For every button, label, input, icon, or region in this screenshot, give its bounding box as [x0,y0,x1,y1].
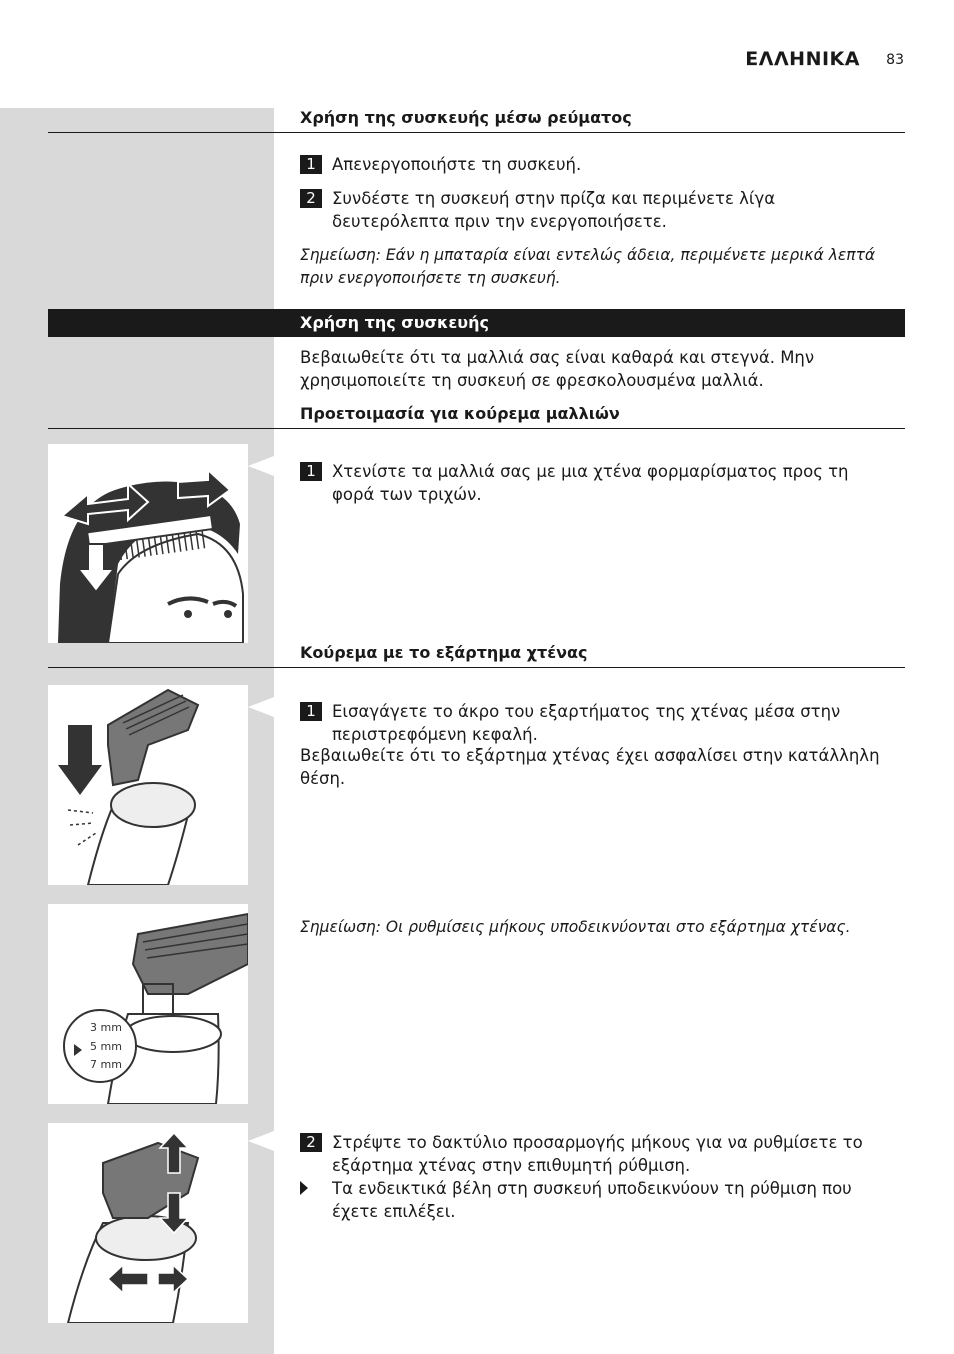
step-comb-2 [300,1131,890,1177]
length-label-5mm: 5 mm [90,1040,122,1053]
note-mains [300,244,900,290]
section-title-use: Χρήση της συσκευής [300,313,489,332]
attach-comb-illustration [48,685,248,885]
step-number: 1 [300,462,322,481]
step-text: Συνδέστε τη συσκευή στην πρίζα και περιμένετε λίγα δευτερόλεπτα πριν την ενεργοποιήσετε. [332,189,776,231]
figure-adjust-ring [48,1123,248,1323]
bullet-text: Τα ενδεικτικά βέλη στη συσκευή υποδεικνύουν τη ρύθμιση που έχετε επιλέξει. [332,1179,852,1221]
note-text: Εάν η μπαταρία είναι εντελώς άδεια, περιμένετε μερικά λεπτά πριν ενεργοποιήσετε τη συσκευή. [300,246,876,287]
note-label: Σημείωση: [300,246,381,264]
intro-use: Βεβαιωθείτε ότι τα μαλλιά σας είναι καθαρά και στεγνά. Μην χρησιμοποιείτε τη συσκευή σε φρεσκολουσμένα μαλλιά. [300,348,815,390]
step-number: 2 [300,189,322,208]
figure-attach-comb [48,685,248,885]
note-label: Σημείωση: [300,918,381,936]
adjust-ring-illustration [48,1123,248,1323]
section-title-comb: Κούρεμα με το εξάρτημα χτένας [300,643,588,662]
section-rule [48,132,905,133]
length-label-3mm: 3 mm [90,1021,122,1034]
note-text: Οι ρυθμίσεις μήκους υποδεικνύονται στο εξάρτημα χτένας. [380,918,851,936]
note-comb [300,916,920,939]
bullet-marker-icon [300,1181,308,1195]
figure-pointer [248,456,274,476]
section-rule [48,428,905,429]
step-text: Απενεργοποιήστε τη συσκευή. [332,155,582,174]
section-title-mains: Χρήση της συσκευής μέσω ρεύματος [300,108,632,127]
language-heading: ΕΛΛΗΝΙΚΑ [745,48,860,70]
bullet-indicator [300,1177,890,1223]
length-settings-illustration [48,904,248,1104]
comb-lock-text: Βεβαιωθείτε ότι το εξάρτημα χτένας έχει ασφαλίσει στην κατάλληλη θέση. [300,746,880,788]
step-mains-1 [300,153,890,176]
step-number: 1 [300,155,322,174]
section-bar-use [48,309,905,337]
step-number: 2 [300,1133,322,1152]
step-comb-1 [300,700,890,746]
step-prep-1 [300,460,890,506]
step-text: Στρέψτε το δακτύλιο προσαρμογής μήκους για να ρυθμίσετε το εξάρτημα χτένας στην επιθυμητή ρύθμιση. [332,1133,863,1175]
step-number: 1 [300,702,322,721]
step-text: Εισαγάγετε το άκρο του εξαρτήματος της χτένας μέσα στην περιστρεφόμενη κεφαλή. [332,702,841,744]
step-text: Χτενίστε τα μαλλιά σας με μια χτένα φορμαρίσματος προς τη φορά των τριχών. [332,462,849,504]
section-title-prep: Προετοιμασία για κούρεμα μαλλιών [300,404,620,423]
figure-pointer [248,697,274,717]
figure-combing [48,444,248,643]
step-mains-2 [300,187,890,233]
length-label-7mm: 7 mm [90,1058,122,1071]
section-rule [48,667,905,668]
figure-length-settings [48,904,248,1104]
figure-pointer [248,1131,274,1151]
comb-hair-illustration [48,444,248,643]
page-number: 83 [886,52,904,68]
